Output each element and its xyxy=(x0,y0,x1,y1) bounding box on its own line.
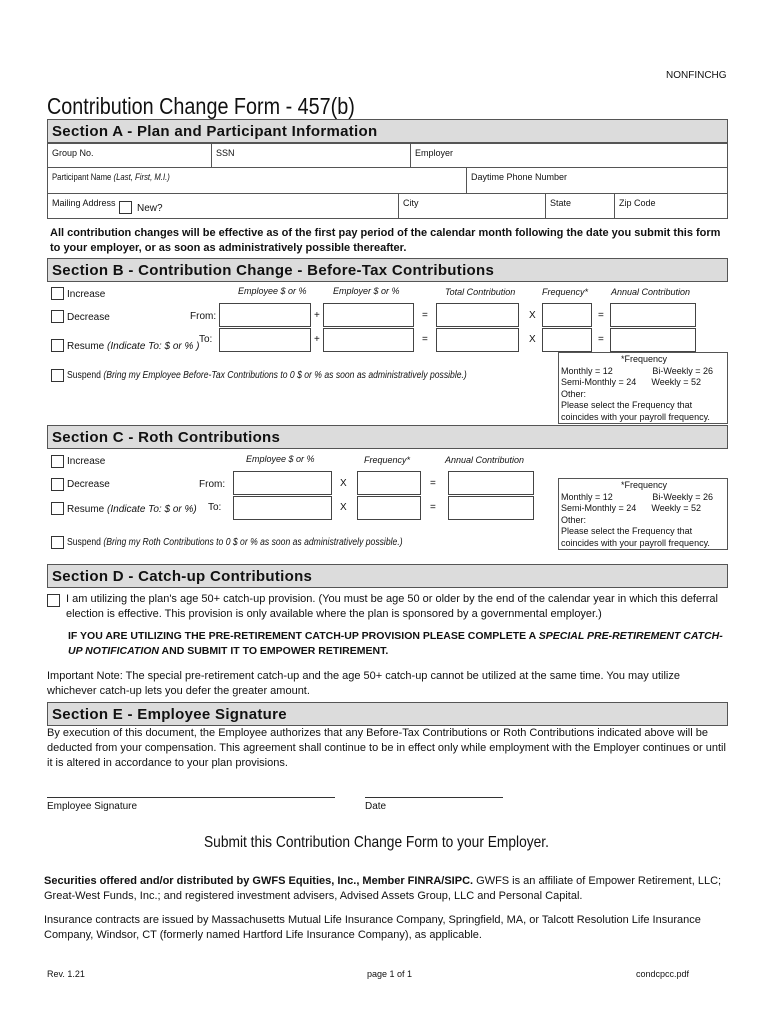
resume-checkbox[interactable] xyxy=(51,339,64,352)
from-label: From: xyxy=(190,311,217,322)
revision: Rev. 1.21 xyxy=(47,969,85,979)
frequency-legend: *Frequency Monthly = 12 Bi-Weekly = 26 Semi-Monthly = 24 Weekly = 52 Other: Please select the Frequency that coincides with your payroll frequency. xyxy=(558,478,728,550)
col-annual: Annual Contribution xyxy=(445,455,525,465)
new-address-label: New? xyxy=(137,203,163,214)
date-line[interactable] xyxy=(365,797,503,798)
date-label: Date xyxy=(365,801,387,812)
equals-sign: = xyxy=(430,502,436,513)
plus-sign: + xyxy=(314,310,320,321)
total-to-input[interactable] xyxy=(436,328,519,352)
to-label: To: xyxy=(199,334,213,345)
city-field[interactable]: City xyxy=(398,193,546,219)
employee-to-input[interactable] xyxy=(219,328,311,352)
mailing-address-field[interactable]: Mailing Address xyxy=(47,193,399,219)
section-b-header: Section B - Contribution Change - Before-Tax Contributions xyxy=(47,258,728,282)
effective-note: All contribution changes will be effective as of the first pay period of the calendar month following the date you submit this form to your employer, or as soon as administratively possible thereafter. xyxy=(50,227,721,254)
decrease-checkbox[interactable] xyxy=(51,310,64,323)
securities-disclosure: Securities offered and/or distributed by GWFS Equities, Inc., Member FINRA/SIPC. GWFS is an affiliate of Empower Retirement, LLC; Great-West Funds, Inc.; and registered investment advisers, Advised Assets Group, LLC and Personal Capital. xyxy=(44,875,722,902)
roth-increase-checkbox[interactable] xyxy=(51,455,64,468)
frequency-from-input[interactable] xyxy=(542,303,592,327)
roth-frequency-from-input[interactable] xyxy=(357,471,421,495)
roth-frequency-to-input[interactable] xyxy=(357,496,421,520)
annual-from-input[interactable] xyxy=(610,303,696,327)
times-sign: X xyxy=(529,310,536,321)
increase-checkbox[interactable] xyxy=(51,287,64,300)
equals-sign: = xyxy=(598,310,604,321)
roth-resume-checkbox[interactable] xyxy=(51,502,64,515)
total-from-input[interactable] xyxy=(436,303,519,327)
employee-from-input[interactable] xyxy=(219,303,311,327)
zip-code-field[interactable]: Zip Code xyxy=(614,193,728,219)
roth-decrease-label: Decrease xyxy=(67,479,110,490)
roth-annual-to-input[interactable] xyxy=(448,496,534,520)
times-sign: X xyxy=(529,334,536,345)
decrease-label: Decrease xyxy=(67,312,110,323)
new-address-checkbox[interactable] xyxy=(119,201,132,214)
equals-sign: = xyxy=(598,334,604,345)
daytime-phone-field[interactable]: Daytime Phone Number xyxy=(466,167,728,194)
important-note: Important Note: The special pre-retirement catch-up and the age 50+ catch-up cannot be utilized at the same time. You may utilize whichever catch-up lets you defer the greater amount. xyxy=(47,670,680,697)
section-a-header: Section A - Plan and Participant Information xyxy=(47,119,728,143)
frequency-legend: *Frequency Monthly = 12 Bi-Weekly = 26 Semi-Monthly = 24 Weekly = 52 Other: Please select the Frequency that coincides with your payroll frequency. xyxy=(558,352,728,424)
roth-suspend-checkbox[interactable] xyxy=(51,536,64,549)
special-catchup-note: IF YOU ARE UTILIZING THE PRE-RETIREMENT CATCH-UP PROVISION PLEASE COMPLETE A SPECIAL PRE-RETIREMENT CATCH-UP NOTIFICATION AND SUBMIT IT TO EMPOWER RETIREMENT. xyxy=(68,630,723,657)
increase-label: Increase xyxy=(67,289,106,300)
file-name: condcpcc.pdf xyxy=(636,969,690,979)
form-code: NONFINCHG xyxy=(666,70,727,81)
plus-sign: + xyxy=(314,334,320,345)
catchup-text: I am utilizing the plan's age 50+ catch-up provision. (You must be age 50 or older by the end of the calendar year in which this deferral election is effective. This provision is only available where the plan is sponsored by a governmental employer.) xyxy=(66,593,718,620)
to-label: To: xyxy=(208,502,222,513)
roth-resume-label: Resume (Indicate To: $ or %) xyxy=(67,504,197,515)
employer-to-input[interactable] xyxy=(323,328,414,352)
employer-from-input[interactable] xyxy=(323,303,414,327)
state-field[interactable]: State xyxy=(545,193,615,219)
annual-to-input[interactable] xyxy=(610,328,696,352)
employee-signature-label: Employee Signature xyxy=(47,801,138,812)
suspend-checkbox[interactable] xyxy=(51,369,64,382)
roth-employee-from-input[interactable] xyxy=(233,471,332,495)
group-no-field[interactable]: Group No. xyxy=(47,143,212,168)
roth-employee-to-input[interactable] xyxy=(233,496,332,520)
col-total: Total Contribution xyxy=(445,287,516,297)
from-label: From: xyxy=(199,479,226,490)
times-sign: X xyxy=(340,478,347,489)
page-number: page 1 of 1 xyxy=(367,969,413,979)
roth-suspend-label: Suspend (Bring my Roth Contributions to 0 $ or % as soon as administratively possible.) xyxy=(67,537,403,548)
col-employee: Employee $ or % xyxy=(238,286,307,296)
col-frequency: Frequency* xyxy=(542,287,589,297)
col-frequency: Frequency* xyxy=(364,455,411,465)
signature-line[interactable] xyxy=(47,797,335,798)
roth-increase-label: Increase xyxy=(67,456,106,467)
equals-sign: = xyxy=(422,334,428,345)
section-e-header: Section E - Employee Signature xyxy=(47,702,728,726)
authorization-text: By execution of this document, the Employee authorizes that any Before-Tax Contributions or Roth Contributions indicated above will be deducted from your compensation. This agreement shall continue to be in effect only while employment with the Employer continues or until it is altered in accordance to your plan provisions. xyxy=(47,727,726,769)
times-sign: X xyxy=(340,502,347,513)
resume-label: Resume (Indicate To: $ or % ) xyxy=(67,341,200,352)
section-d-header: Section D - Catch-up Contributions xyxy=(47,564,728,588)
col-annual: Annual Contribution xyxy=(611,287,691,297)
insurance-disclosure: Insurance contracts are issued by Massachusetts Mutual Life Insurance Company, Springfield, MA, or Talcott Resolution Life Insurance Company, Windsor, CT (formerly named Hartford Life Insurance Company), as applicable. xyxy=(44,914,701,941)
catchup-checkbox[interactable] xyxy=(47,594,60,607)
participant-name-field[interactable]: Participant Name (Last, First, M.I.) xyxy=(47,167,467,194)
ssn-field[interactable]: SSN xyxy=(211,143,411,168)
submit-instruction: Submit this Contribution Change Form to your Employer. xyxy=(204,834,549,851)
suspend-label: Suspend (Bring my Employee Before-Tax Contributions to 0 $ or % as soon as administratively possible.) xyxy=(67,370,467,381)
section-c-header: Section C - Roth Contributions xyxy=(47,425,728,449)
page-title: Contribution Change Form - 457(b) xyxy=(47,93,355,119)
equals-sign: = xyxy=(422,310,428,321)
col-employee: Employee $ or % xyxy=(246,454,315,464)
frequency-to-input[interactable] xyxy=(542,328,592,352)
employer-field[interactable]: Employer xyxy=(410,143,728,168)
col-employer: Employer $ or % xyxy=(333,286,400,296)
equals-sign: = xyxy=(430,478,436,489)
roth-decrease-checkbox[interactable] xyxy=(51,478,64,491)
roth-annual-from-input[interactable] xyxy=(448,471,534,495)
